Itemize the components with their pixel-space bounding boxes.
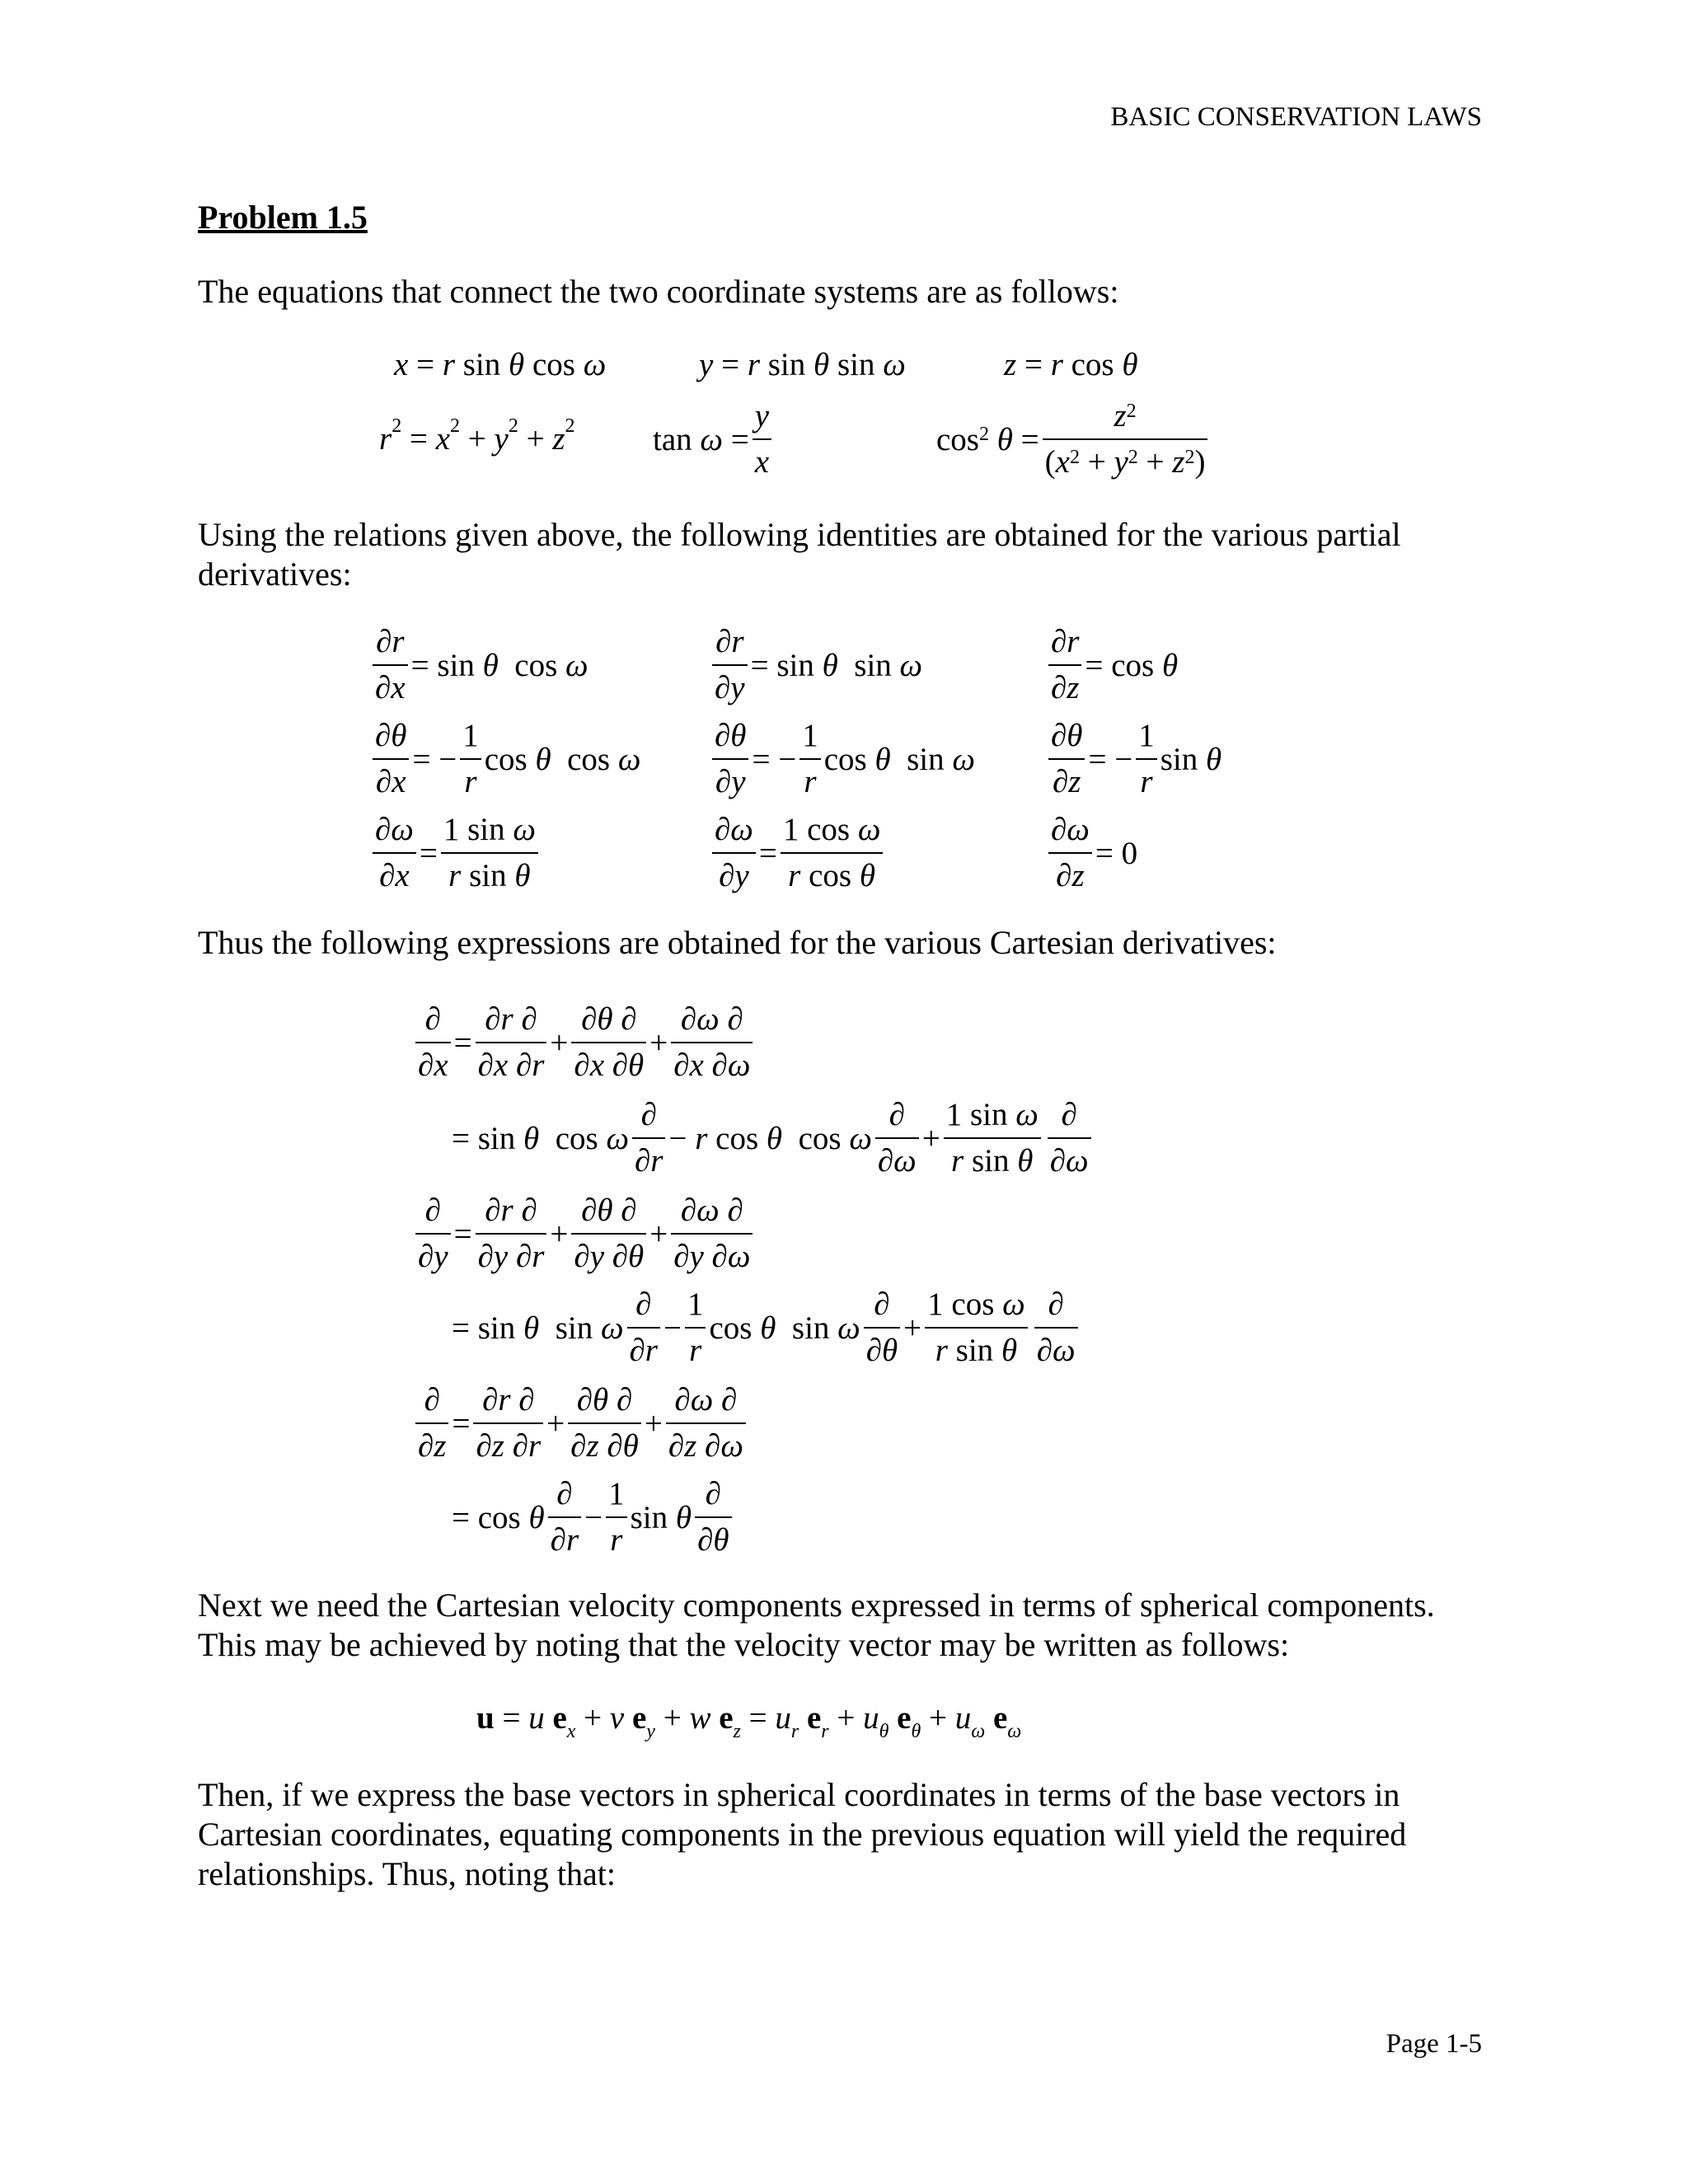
then-paragraph: Then, if we express the base vectors in spherical coordinates in terms of the base vectors in Cartesian coordinates, equating components in the previous equation will yield the required relationships. Thus, noting that: (198, 1776, 1407, 1892)
d-dx-chain: ∂ ∂x = ∂r ∂ ∂x ∂r + ∂θ ∂ ∂x ∂θ + ∂ω ∂ ∂x ∂ω (412, 997, 756, 1088)
eq-y: y = r sin θ sin ω (699, 347, 906, 382)
intro-paragraph: The equations that connect the two coordinate systems are as follows: (198, 273, 1119, 310)
eq-x: x = r sin θ cos ω (394, 347, 607, 382)
d-dy-result: = sin θ sin ω ∂ ∂r − 1 r cos θ sin ω ∂ ∂θ + 1 cos ω r sin θ ∂ ∂ω (452, 1282, 1081, 1373)
domega-dz: ∂ω ∂z = 0 (1045, 808, 1137, 898)
dr-dx: ∂r ∂x = sin θ cos ω (369, 620, 588, 710)
d-dz-chain: ∂ ∂z = ∂r ∂ ∂z ∂r + ∂θ ∂ ∂z ∂θ + ∂ω ∂ ∂z ∂ω (412, 1378, 749, 1469)
eq-tan-omega: tan ω = y x (653, 394, 775, 485)
dtheta-dz: ∂θ ∂z = − 1 r sin θ (1045, 714, 1221, 804)
dtheta-dy: ∂θ ∂y = − 1 r cos θ sin ω (709, 714, 975, 804)
d-dz-result: = cos θ ∂ ∂r − 1 r sin θ ∂ ∂θ (452, 1472, 735, 1563)
velocity-paragraph-line2: This may be achieved by noting that the velocity vector may be written as follows: (198, 1626, 1290, 1663)
dtheta-dx: ∂θ ∂x = − 1 r cos θ cos ω (369, 714, 640, 804)
d-dy-chain: ∂ ∂y = ∂r ∂ ∂y ∂r + ∂θ ∂ ∂y ∂θ + ∂ω ∂ ∂y ∂ω (412, 1188, 756, 1279)
page-header: BASIC CONSERVATION LAWS (1110, 102, 1482, 132)
eq-r2: $r^2 = x^2 + y^2 + z^2$ (379, 415, 575, 457)
velocity-paragraph-line1: Next we need the Cartesian velocity components expressed in terms of spherical components. (198, 1586, 1435, 1624)
partials-paragraph: Using the relations given above, the following identities are obtained for the various partial derivatives: (198, 516, 1401, 593)
dr-dz: ∂r ∂z = cos θ (1045, 620, 1178, 710)
domega-dy: ∂ω ∂y = 1 cos ω r cos θ (709, 808, 886, 898)
eq-cos2-theta: cos $^2$ θ = $z^2$ $(x^2 + y^2 + z^2)$ (936, 394, 1211, 485)
dr-dy: ∂r ∂y = sin θ sin ω (709, 620, 922, 710)
d-dx-result: = sin θ cos ω ∂ ∂r − r cos θ cos ω ∂ ∂ω + 1 sin ω r sin θ ∂ ∂ω (452, 1093, 1095, 1183)
eq-z: z = r cos θ (1004, 347, 1138, 382)
page-footer: Page 1-5 (1386, 2029, 1482, 2059)
cartesian-paragraph: Thus the following expressions are obtained for the various Cartesian derivatives: (198, 924, 1277, 961)
problem-title: Problem 1.5 (198, 199, 368, 236)
domega-dx: ∂ω ∂x = 1 sin ω r sin θ (369, 808, 542, 898)
velocity-vector-equation: u = u $e_x + v$ $e_y + w$ $e_z = u_r$ $e_r + u_\theta$ $e_\theta + u_\omega$ $e_\omega$ (476, 1700, 1022, 1742)
